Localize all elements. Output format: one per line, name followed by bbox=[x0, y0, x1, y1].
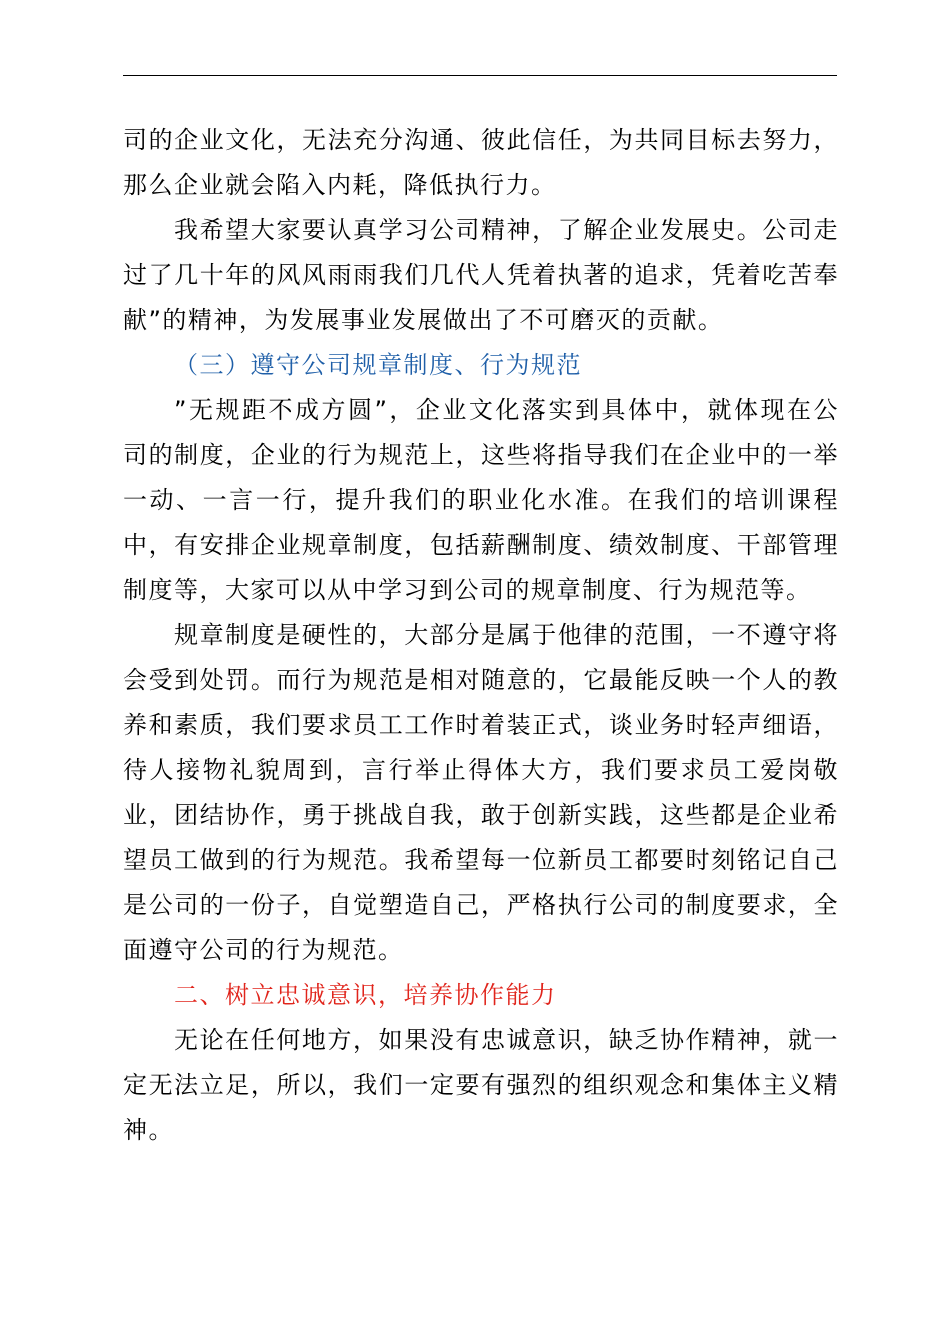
paragraph-rules-intro: ”无规距不成方圆”，企业文化落实到具体中，就体现在公司的制度，企业的行为规范上，这些将指导我们在企业中的一举一动、一言一行，提升我们的职业化水准。在我们的培训课程中，有安排企业规章制度，包括薪酬制度、绩效制度、干部管理制度等，大家可以从中学习到公司的规章制度、行为规范等。 bbox=[123, 396, 839, 604]
subheading-rules: （三）遵守公司规章制度、行为规范 bbox=[174, 351, 582, 379]
paragraph-continuation: 司的企业文化，无法充分沟通、彼此信任，为共同目标去努力，那么企业就会陷入内耗，降低执行力。 bbox=[123, 126, 839, 199]
document-body bbox=[123, 118, 839, 1153]
paragraph-company-spirit: 我希望大家要认真学习公司精神，了解企业发展史。公司走过了几十年的风风雨雨我们几代人凭着执著的追求，凭着吃苦奉献”的精神，为发展事业发展做出了不可磨灭的贡献。 bbox=[123, 216, 839, 334]
paragraph-loyalty: 无论在任何地方，如果没有忠诚意识，缺乏协作精神，就一定无法立足，所以，我们一定要有强烈的组织观念和集体主义精神。 bbox=[123, 1026, 839, 1144]
header-rule bbox=[123, 75, 837, 76]
section-heading-loyalty: 二、树立忠诚意识，培养协作能力 bbox=[174, 981, 557, 1009]
paragraph-rules-detail: 规章制度是硬性的，大部分是属于他律的范围，一不遵守将会受到处罚。而行为规范是相对随意的，它最能反映一个人的教养和素质，我们要求员工工作时着装正式，谈业务时轻声细语，待人接物礼貌周到，言行举止得体大方，我们要求员工爱岗敬业，团结协作，勇于挑战自我，敢于创新实践，这些都是企业希望员工做到的行为规范。我希望每一位新员工都要时刻铭记自己是公司的一份子，自觉塑造自己，严格执行公司的制度要求，全面遵守公司的行为规范。 bbox=[123, 621, 839, 964]
